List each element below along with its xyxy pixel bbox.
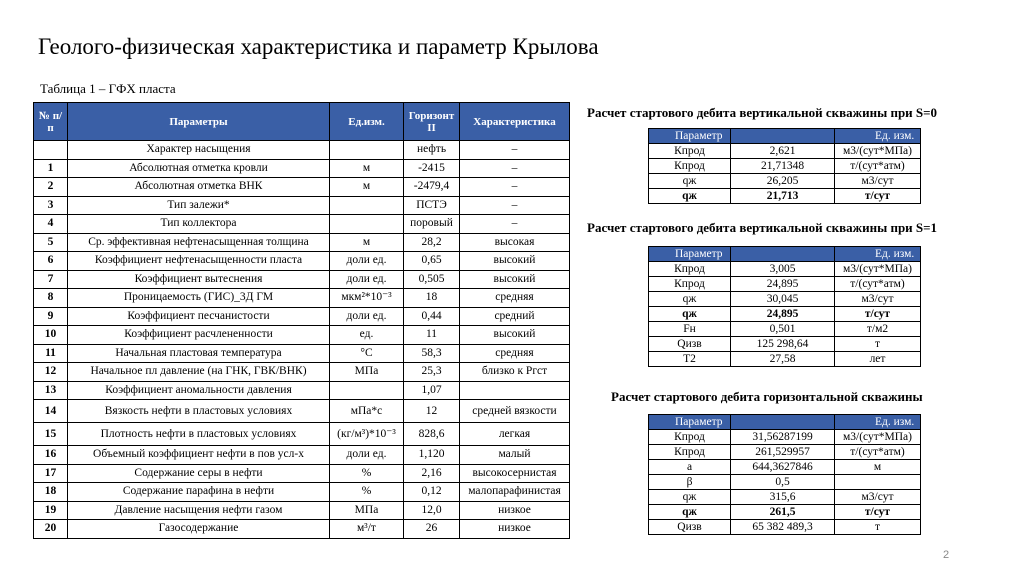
calc-value: 644,3627846 [731,460,835,475]
calc-header-row [649,247,921,262]
row-horizon-value: 2,16 [404,464,460,483]
calc-header-cell: Параметр [649,247,731,262]
row-horizon-value: 1,07 [404,381,460,400]
table-row [34,400,570,423]
row-horizon-value: 0,505 [404,270,460,289]
row-unit: доли ед. [330,446,404,465]
calc-value: 21,71348 [731,159,835,174]
row-horizon-value: 0,65 [404,252,460,271]
row-horizon-value: ПСТЭ [404,196,460,215]
calc-title-vertical-s0: Расчет стартового дебита вертикальной скважины при S=0 [587,105,938,120]
table-row [34,289,570,308]
calc-title-horizontal: Расчет стартового дебита горизонтальной скважины [611,389,923,404]
calc-unit: м3/сут [835,490,921,505]
calc-param: a [649,460,731,475]
calc-value: 31,56287199 [731,430,835,445]
row-number: 13 [34,381,68,400]
row-horizon-value: нефть [404,141,460,160]
calc-value: 315,6 [731,490,835,505]
calc-row [649,490,921,505]
row-characteristic: средний [460,307,570,326]
row-characteristic: близко к Ргст [460,363,570,382]
row-unit: (кг/м³)*10⁻³ [330,423,404,446]
row-number: 8 [34,289,68,308]
row-parameter: Коэффициент песчанистости [68,307,330,326]
row-parameter: Коэффициент аномальности давления [68,381,330,400]
row-characteristic: средняя [460,344,570,363]
calc-row [649,292,921,307]
row-unit: % [330,464,404,483]
row-number: 15 [34,423,68,446]
calc-unit: т/(сут*атм) [835,277,921,292]
table-row [34,381,570,400]
row-characteristic: легкая [460,423,570,446]
row-parameter: Вязкость нефти в пластовых условиях [68,400,330,423]
calc-row [649,475,921,490]
row-horizon-value: 828,6 [404,423,460,446]
calc-row [649,159,921,174]
calc-value: 2,621 [731,144,835,159]
calc-row [649,505,921,520]
table-caption: Таблица 1 – ГФХ пласта [40,81,176,96]
calc-unit: лет [835,352,921,367]
calc-param: qж [649,189,731,204]
row-characteristic: – [460,141,570,160]
row-number: 6 [34,252,68,271]
row-parameter: Газосодержание [68,520,330,539]
row-parameter: Коэффициент нефтенасыщенности пласта [68,252,330,271]
row-parameter: Ср. эффективная нефтенасыщенная толщина [68,233,330,252]
row-characteristic: – [460,215,570,234]
row-parameter: Тип коллектора [68,215,330,234]
calc-table-vertical-s0 [648,128,921,204]
row-horizon-value: -2479,4 [404,178,460,197]
table-row [34,141,570,160]
row-characteristic: низкое [460,501,570,520]
table-row [34,233,570,252]
calc-unit: т/м2 [835,322,921,337]
row-parameter: Абсолютная отметка ВНК [68,178,330,197]
row-number: 14 [34,400,68,423]
row-characteristic: низкое [460,520,570,539]
table-row [34,252,570,271]
row-unit: МПа [330,363,404,382]
calc-unit: т/сут [835,189,921,204]
row-unit: мкм²*10⁻³ [330,289,404,308]
calc-row [649,460,921,475]
calc-header-row [649,129,921,144]
row-characteristic: высокий [460,326,570,345]
calc-value: 27,58 [731,352,835,367]
table-row [34,464,570,483]
header-number: № п/п [34,103,68,141]
table-row [34,423,570,446]
row-horizon-value: -2415 [404,159,460,178]
calc-value: 24,895 [731,277,835,292]
calc-row [649,189,921,204]
calc-unit: м3/сут [835,292,921,307]
row-horizon-value: поровый [404,215,460,234]
calc-header-cell: Параметр [649,415,731,430]
calc-param: qж [649,307,731,322]
header-horizon: Горизонт II [404,103,460,141]
slide-title: Геолого-физическая характеристика и параметр Крылова [38,34,599,59]
row-unit: °С [330,344,404,363]
row-horizon-value: 0,44 [404,307,460,326]
row-characteristic: высокий [460,252,570,271]
calc-header-cell: Параметр [649,129,731,144]
calc-unit: т/сут [835,505,921,520]
calc-header-cell [731,415,835,430]
row-unit [330,381,404,400]
calc-row [649,144,921,159]
calc-unit: т [835,337,921,352]
row-parameter: Начальное пл давление (на ГНК, ГВК/ВНК) [68,363,330,382]
table-row [34,215,570,234]
row-parameter: Коэффициент вытеснения [68,270,330,289]
row-unit [330,215,404,234]
calc-header-cell: Ед. изм. [835,247,921,262]
row-unit [330,141,404,160]
row-characteristic: высокая [460,233,570,252]
row-horizon-value: 12,0 [404,501,460,520]
calc-row [649,322,921,337]
row-characteristic: малопарафинистая [460,483,570,502]
gfh-table-header [34,103,570,141]
row-unit: м [330,233,404,252]
row-unit: ед. [330,326,404,345]
table-row [34,159,570,178]
row-number: 5 [34,233,68,252]
calc-value: 0,501 [731,322,835,337]
row-number: 19 [34,501,68,520]
row-horizon-value: 28,2 [404,233,460,252]
calc-unit: т/сут [835,307,921,322]
row-number: 2 [34,178,68,197]
page-number: 2 [943,549,950,561]
calc-unit [835,475,921,490]
row-number: 17 [34,464,68,483]
calc-header-cell [731,247,835,262]
calc-unit: м3/сут [835,174,921,189]
calc-param: qж [649,505,731,520]
row-horizon-value: 25,3 [404,363,460,382]
table-row [34,326,570,345]
calc-unit: т [835,520,921,535]
calc-row [649,337,921,352]
row-unit: МПа [330,501,404,520]
row-number: 10 [34,326,68,345]
table-row [34,344,570,363]
row-characteristic: малый [460,446,570,465]
calc-value: 0,5 [731,475,835,490]
calc-row [649,277,921,292]
calc-unit: м3/(сут*МПа) [835,144,921,159]
row-number: 20 [34,520,68,539]
calc-value: 261,5 [731,505,835,520]
calc-param: Кпрод [649,262,731,277]
calc-header-cell [731,129,835,144]
calc-param: Qизв [649,337,731,352]
calc-param: Кпрод [649,277,731,292]
row-unit: мПа*с [330,400,404,423]
row-unit: доли ед. [330,307,404,326]
calc-row [649,430,921,445]
table-row [34,501,570,520]
row-parameter: Плотность нефти в пластовых условиях [68,423,330,446]
row-unit: доли ед. [330,252,404,271]
calc-row [649,307,921,322]
row-parameter: Абсолютная отметка кровли [68,159,330,178]
calc-unit: м3/(сут*МПа) [835,430,921,445]
table-row [34,270,570,289]
row-characteristic: высокосернистая [460,464,570,483]
calc-header-cell: Ед. изм. [835,129,921,144]
row-parameter: Коэффициент расчлененности [68,326,330,345]
calc-param: Кпрод [649,445,731,460]
calc-header-row [649,415,921,430]
row-number: 11 [34,344,68,363]
calc-param: Кпрод [649,430,731,445]
row-number: 4 [34,215,68,234]
calc-param: qж [649,292,731,307]
row-parameter: Характер насыщения [68,141,330,160]
calc-unit: м [835,460,921,475]
row-parameter: Содержание парафина в нефти [68,483,330,502]
calc-value: 261,529957 [731,445,835,460]
row-unit: м³/т [330,520,404,539]
row-horizon-value: 58,3 [404,344,460,363]
calc-row [649,174,921,189]
row-horizon-value: 18 [404,289,460,308]
header-characteristic: Характеристика [460,103,570,141]
row-unit: доли ед. [330,270,404,289]
row-characteristic [460,381,570,400]
calc-param: qж [649,174,731,189]
row-number: 12 [34,363,68,382]
calc-value: 65 382 489,3 [731,520,835,535]
table-row [34,363,570,382]
row-parameter: Проницаемость (ГИС)_3Д ГМ [68,289,330,308]
calc-table-horizontal [648,414,921,535]
row-horizon-value: 12 [404,400,460,423]
row-number: 3 [34,196,68,215]
calc-param: Кпрод [649,159,731,174]
calc-row [649,520,921,535]
calc-value: 3,005 [731,262,835,277]
calc-value: 24,895 [731,307,835,322]
calc-table-vertical-s1 [648,246,921,367]
row-number: 16 [34,446,68,465]
row-horizon-value: 0,12 [404,483,460,502]
calc-value: 125 298,64 [731,337,835,352]
calc-param: Qизв [649,520,731,535]
calc-value: 26,205 [731,174,835,189]
calc-unit: т/(сут*атм) [835,445,921,460]
row-number [34,141,68,160]
row-horizon-value: 26 [404,520,460,539]
row-number: 18 [34,483,68,502]
calc-unit: т/(сут*атм) [835,159,921,174]
row-number: 7 [34,270,68,289]
header-unit: Ед.изм. [330,103,404,141]
row-parameter: Давление насыщения нефти газом [68,501,330,520]
row-characteristic: – [460,196,570,215]
row-unit: м [330,178,404,197]
table-row [34,520,570,539]
calc-title-vertical-s1: Расчет стартового дебита вертикальной скважины при S=1 [587,220,938,235]
table-row [34,483,570,502]
calc-param: Кпрод [649,144,731,159]
calc-param: T2 [649,352,731,367]
table-row [34,307,570,326]
row-parameter: Объемный коэффициент нефти в пов усл-х [68,446,330,465]
row-parameter: Начальная пластовая температура [68,344,330,363]
header-parameter: Параметры [68,103,330,141]
row-unit [330,196,404,215]
row-characteristic: высокий [460,270,570,289]
table-row [34,178,570,197]
row-characteristic: средней вязкости [460,400,570,423]
row-parameter: Содержание серы в нефти [68,464,330,483]
row-characteristic: средняя [460,289,570,308]
calc-unit: м3/(сут*МПа) [835,262,921,277]
row-characteristic: – [460,159,570,178]
row-characteristic: – [460,178,570,197]
calc-param: qж [649,490,731,505]
row-number: 1 [34,159,68,178]
calc-header-cell: Ед. изм. [835,415,921,430]
row-parameter: Тип залежи* [68,196,330,215]
table-row [34,196,570,215]
calc-param: β [649,475,731,490]
calc-row [649,445,921,460]
row-unit: % [330,483,404,502]
calc-param: Fн [649,322,731,337]
row-number: 9 [34,307,68,326]
calc-value: 21,713 [731,189,835,204]
calc-value: 30,045 [731,292,835,307]
gfh-table [33,102,570,539]
calc-row [649,262,921,277]
table-row [34,446,570,465]
row-horizon-value: 11 [404,326,460,345]
row-horizon-value: 1,120 [404,446,460,465]
calc-row [649,352,921,367]
row-unit: м [330,159,404,178]
